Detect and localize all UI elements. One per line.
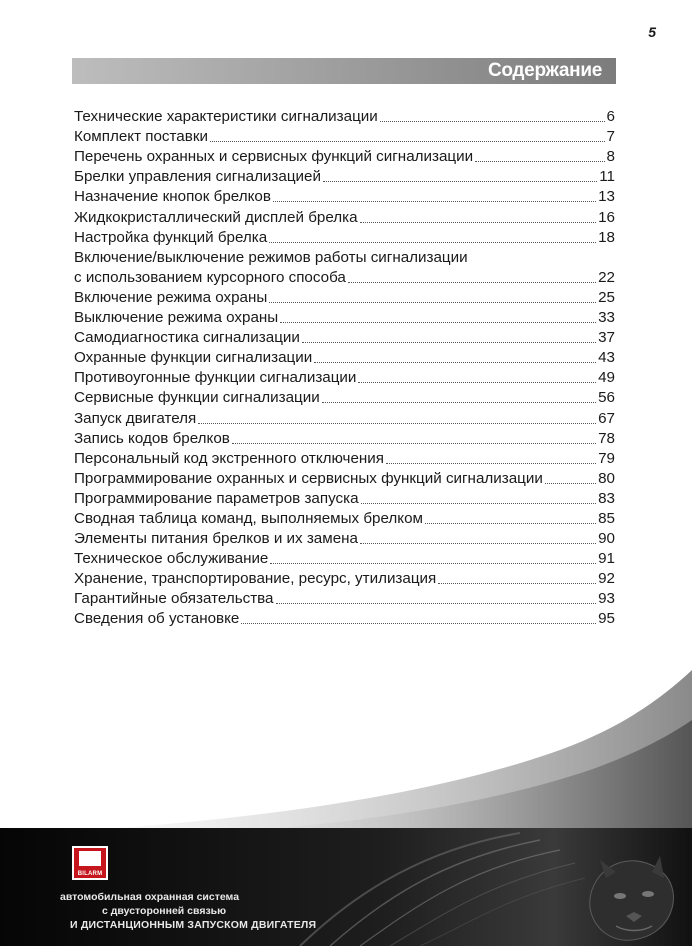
toc-entry[interactable] xyxy=(74,307,615,327)
toc-leader xyxy=(280,322,596,323)
toc-entry[interactable] xyxy=(74,267,615,287)
toc-entry-title: Элементы питания брелков и их замена xyxy=(74,530,358,548)
toc-entry[interactable] xyxy=(74,367,615,387)
toc-entry-title: Сведения об установке xyxy=(74,610,240,628)
toc-leader xyxy=(314,362,596,363)
toc-entry-first-line[interactable] xyxy=(74,247,615,267)
toc-leader xyxy=(302,342,596,343)
table-of-contents xyxy=(74,106,615,628)
toc-entry-page: 49 xyxy=(598,369,615,387)
toc-leader xyxy=(276,603,597,604)
toc-entry[interactable] xyxy=(74,227,615,247)
page-number: 5 xyxy=(648,24,656,40)
toc-entry-page: 33 xyxy=(598,309,615,327)
toc-entry-title: Запись кодов брелков xyxy=(74,429,230,447)
toc-entry-title: Гарантийные обязательства xyxy=(74,590,274,608)
toc-entry[interactable] xyxy=(74,588,615,608)
toc-leader xyxy=(198,423,596,424)
toc-entry-page: 25 xyxy=(598,288,615,306)
toc-leader xyxy=(361,503,597,504)
toc-entry[interactable] xyxy=(74,428,615,448)
toc-leader xyxy=(348,282,596,283)
toc-leader xyxy=(386,463,596,464)
slogan-line-3: И ДИСТАНЦИОННЫМ ЗАПУСКОМ ДВИГАТЕЛЯ xyxy=(70,919,317,931)
toc-entry[interactable] xyxy=(74,568,615,588)
toc-entry[interactable] xyxy=(74,146,615,166)
logo-glyph xyxy=(79,851,101,866)
toc-entry[interactable] xyxy=(74,126,615,146)
slogan-line-2: с двусторонней связью xyxy=(102,905,227,917)
toc-entry-page: 67 xyxy=(598,409,615,427)
toc-entry-title: Перечень охранных и сервисных функций сигнализации xyxy=(74,148,474,166)
toc-entry[interactable] xyxy=(74,407,615,427)
toc-entry-title: Сводная таблица команд, выполняемых брелком xyxy=(74,509,423,527)
toc-entry-title: Назначение кнопок брелков xyxy=(74,188,271,206)
toc-leader xyxy=(210,141,605,142)
toc-leader xyxy=(438,583,596,584)
toc-entry[interactable] xyxy=(74,186,615,206)
toc-leader xyxy=(323,181,597,182)
toc-entry[interactable] xyxy=(74,608,615,628)
toc-entry[interactable] xyxy=(74,347,615,367)
toc-entry-page: 43 xyxy=(598,349,615,367)
toc-leader xyxy=(360,543,596,544)
toc-entry-page: 92 xyxy=(598,570,615,588)
toc-entry-title: Персональный код экстренного отключения xyxy=(74,449,385,467)
logo-text: BILARM xyxy=(77,871,103,877)
toc-entry-title: Брелки управления сигнализацией xyxy=(74,168,321,186)
toc-entry[interactable] xyxy=(74,106,615,126)
toc-entry-title: Сервисные функции сигнализации xyxy=(74,389,320,407)
toc-entry-page: 22 xyxy=(598,268,615,286)
footer-slogan xyxy=(60,890,316,932)
toc-entry-page: 11 xyxy=(599,168,615,186)
toc-leader xyxy=(232,443,596,444)
bilarm-logo-icon xyxy=(72,846,108,880)
section-title: Содержание xyxy=(487,60,602,81)
toc-entry-title: Жидкокристаллический дисплей брелка xyxy=(74,208,358,226)
toc-entry-title: Программирование охранных и сервисных функций сигнализации xyxy=(74,469,543,487)
toc-entry-title: Самодиагностика сигнализации xyxy=(74,329,300,347)
toc-entry-page: 7 xyxy=(606,128,615,146)
toc-entry-title: Охранные функции сигнализации xyxy=(74,349,313,367)
toc-leader xyxy=(545,483,596,484)
toc-entry-page: 18 xyxy=(598,228,615,246)
toc-entry-title: Техническое обслуживание xyxy=(74,550,269,568)
toc-entry-page: 13 xyxy=(598,188,615,206)
toc-entry[interactable] xyxy=(74,548,615,568)
toc-entry-title: Противоугонные функции сигнализации xyxy=(74,369,357,387)
toc-leader xyxy=(380,121,605,122)
toc-entry[interactable] xyxy=(74,166,615,186)
toc-entry[interactable] xyxy=(74,528,615,548)
toc-entry[interactable] xyxy=(74,327,615,347)
toc-entry-title: Настройка функций брелка xyxy=(74,228,268,246)
toc-entry[interactable] xyxy=(74,206,615,226)
toc-entry-title: Включение режима охраны xyxy=(74,288,268,306)
toc-entry[interactable] xyxy=(74,287,615,307)
toc-entry-page: 95 xyxy=(598,610,615,628)
toc-entry-page: 93 xyxy=(598,590,615,608)
toc-entry-title: Включение/выключение режимов работы сигнализации xyxy=(74,248,468,266)
toc-entry-title: Выключение режима охраны xyxy=(74,309,279,327)
toc-entry-page: 78 xyxy=(598,429,615,447)
toc-entry[interactable] xyxy=(74,468,615,488)
toc-entry-page: 79 xyxy=(598,449,615,467)
toc-entry-page: 83 xyxy=(598,489,615,507)
section-header-bar xyxy=(72,58,616,84)
toc-entry[interactable] xyxy=(74,488,615,508)
toc-entry-page: 91 xyxy=(598,550,615,568)
toc-leader xyxy=(269,302,596,303)
toc-leader xyxy=(425,523,596,524)
toc-leader xyxy=(358,382,596,383)
decorative-swoosh xyxy=(0,640,692,840)
toc-leader xyxy=(270,563,596,564)
toc-entry[interactable] xyxy=(74,508,615,528)
toc-entry[interactable] xyxy=(74,387,615,407)
toc-leader xyxy=(322,402,596,403)
toc-entry-page: 16 xyxy=(598,208,615,226)
toc-entry-title-line2: с использованием курсорного способа xyxy=(74,268,346,286)
toc-leader xyxy=(273,201,596,202)
toc-entry-page: 6 xyxy=(606,108,615,126)
toc-entry-page: 56 xyxy=(598,389,615,407)
toc-entry-page: 37 xyxy=(598,329,615,347)
toc-entry-title: Комплект поставки xyxy=(74,128,208,146)
toc-entry[interactable] xyxy=(74,448,615,468)
slogan-line-1: автомобильная охранная система xyxy=(60,891,240,903)
toc-entry-title: Запуск двигателя xyxy=(74,409,197,427)
footer-banner xyxy=(0,828,692,946)
panther-icon xyxy=(560,838,692,946)
toc-entry-page: 90 xyxy=(598,530,615,548)
toc-leader xyxy=(241,623,596,624)
toc-entry-title: Хранение, транспортирование, ресурс, утилизация xyxy=(74,570,437,588)
toc-entry-page: 85 xyxy=(598,509,615,527)
toc-entry-title: Технические характеристики сигнализации xyxy=(74,108,378,126)
toc-leader xyxy=(475,161,604,162)
toc-entry-page: 8 xyxy=(606,148,615,166)
toc-entry-page: 80 xyxy=(598,469,615,487)
toc-entry-title: Программирование параметров запуска xyxy=(74,489,359,507)
toc-leader xyxy=(269,242,596,243)
toc-leader xyxy=(360,222,597,223)
